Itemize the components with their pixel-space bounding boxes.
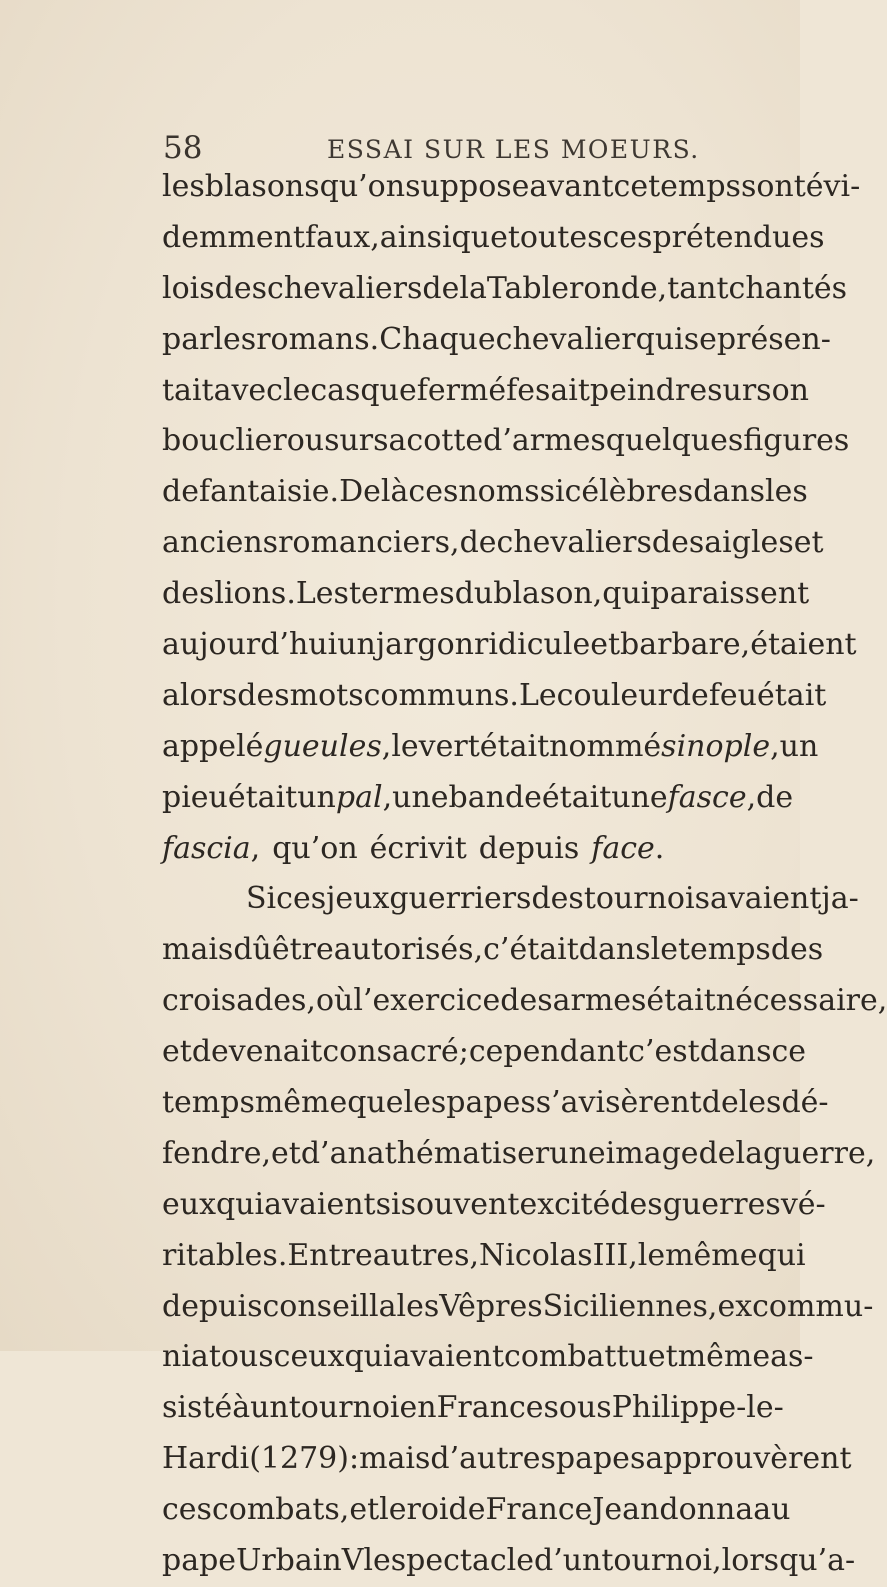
- word: de: [671, 677, 709, 713]
- word: là: [380, 474, 409, 510]
- word: ces: [162, 1492, 212, 1528]
- word: Philippe-le-: [611, 1390, 784, 1426]
- word: sur: [707, 372, 757, 408]
- word: suppose: [405, 169, 530, 204]
- word: pape: [162, 1543, 237, 1579]
- word: cependant: [468, 1034, 629, 1070]
- word: un: [250, 1390, 289, 1426]
- word: Entre: [287, 1237, 373, 1273]
- word: était: [757, 677, 827, 713]
- word: temps: [162, 1085, 255, 1121]
- word: avec: [213, 372, 283, 408]
- word: et: [271, 1135, 301, 1171]
- word: image: [605, 1135, 699, 1171]
- word: étaient: [750, 627, 857, 663]
- text-line: [162, 1231, 806, 1282]
- word: pieu: [162, 779, 228, 815]
- word: sous: [543, 1390, 612, 1426]
- word: Table: [486, 270, 569, 306]
- word: France: [436, 1390, 544, 1426]
- word: était: [227, 779, 298, 815]
- word: V: [341, 1543, 364, 1579]
- word: de: [756, 779, 794, 815]
- word: romans.: [256, 321, 380, 357]
- word: au: [753, 1492, 791, 1528]
- text-line: [162, 416, 850, 467]
- word: des: [531, 881, 584, 917]
- word: Si: [246, 881, 277, 917]
- word: lois: [162, 270, 215, 306]
- word: depuis: [478, 830, 580, 866]
- word: avaient: [264, 1186, 376, 1222]
- text-line: [162, 162, 861, 213]
- word: c’est: [628, 1034, 700, 1070]
- word: consacré;: [322, 1034, 469, 1070]
- word: Le: [518, 677, 557, 713]
- text-line: [162, 1129, 876, 1180]
- word: et: [590, 627, 621, 663]
- word: du: [454, 576, 494, 612]
- word: fesait: [506, 372, 590, 408]
- word: eux: [162, 1186, 216, 1222]
- word: ceux: [273, 1339, 345, 1375]
- word: écrivit: [369, 830, 467, 866]
- word: face.: [591, 830, 665, 866]
- word: dans: [693, 474, 766, 510]
- word: des: [500, 983, 553, 1019]
- word: Nicolas: [479, 1237, 593, 1273]
- word: ainsi: [379, 219, 452, 255]
- word: avant: [529, 169, 614, 204]
- word: conseilla: [262, 1288, 397, 1324]
- word: autres,: [372, 1237, 480, 1273]
- word: un: [297, 779, 336, 815]
- word: aigles: [704, 525, 794, 561]
- word: dans: [578, 932, 651, 968]
- word: qui: [344, 1339, 393, 1375]
- word: nécessaire,: [715, 983, 887, 1019]
- word: tournois: [583, 881, 710, 917]
- word: lorsqu’a-: [721, 1543, 856, 1579]
- word: des: [651, 525, 705, 561]
- word: ronde,: [568, 270, 668, 306]
- word: nia: [162, 1339, 209, 1375]
- word: chevaliers: [496, 525, 652, 561]
- word: vert: [418, 728, 480, 764]
- word: Jean: [592, 1492, 660, 1528]
- text-line: [162, 569, 810, 620]
- word: ces: [276, 881, 327, 917]
- word: barbare,: [620, 627, 751, 663]
- word: dû: [233, 932, 272, 968]
- word: gueules,: [263, 728, 392, 764]
- word: vé-: [780, 1186, 826, 1222]
- word: avaient: [392, 1339, 505, 1375]
- word: de: [422, 270, 460, 306]
- word: quelques: [605, 423, 744, 459]
- word: nommé: [549, 728, 662, 764]
- word: le: [650, 932, 678, 968]
- text-line: [162, 213, 825, 264]
- word: était: [479, 728, 550, 764]
- word: un: [337, 627, 376, 663]
- word: chantés: [728, 270, 848, 306]
- word: l’exercice: [353, 983, 501, 1019]
- word: France: [485, 1492, 593, 1528]
- word: d’armes: [483, 423, 606, 459]
- text-line: [162, 518, 824, 569]
- word: être: [271, 932, 334, 968]
- word: jargon: [375, 627, 474, 663]
- word: chevaliers: [267, 270, 423, 306]
- word: même: [254, 1085, 348, 1121]
- word: noms: [458, 474, 540, 510]
- word: (1279):: [249, 1441, 360, 1477]
- word: son: [756, 372, 809, 408]
- word: cotte: [406, 423, 484, 459]
- word: armes: [552, 983, 647, 1019]
- word: où: [315, 983, 354, 1019]
- word: spectacle: [390, 1543, 534, 1579]
- word: ja-: [821, 881, 859, 917]
- word: ou: [286, 423, 325, 459]
- text-line: [162, 874, 859, 925]
- word: des: [610, 1186, 663, 1222]
- word: mais: [359, 1441, 431, 1477]
- word: fermé: [416, 372, 507, 408]
- word: la: [459, 270, 487, 306]
- word: guerriers: [389, 881, 532, 917]
- word: sinople,: [661, 728, 780, 764]
- word: même: [665, 1237, 758, 1273]
- word: depuis: [162, 1288, 263, 1324]
- word: et: [647, 1339, 678, 1375]
- word: alors: [162, 677, 238, 713]
- text-line: [162, 824, 762, 875]
- word: même: [677, 1339, 771, 1375]
- text-line: [162, 315, 831, 366]
- text-line: [162, 1282, 874, 1333]
- word: papes: [555, 1441, 646, 1477]
- word: feu: [708, 677, 757, 713]
- word: Les: [295, 576, 349, 612]
- word: de: [448, 1492, 486, 1528]
- word: Chaque: [379, 321, 496, 357]
- text-line: [162, 773, 794, 824]
- word: avaient: [709, 881, 822, 917]
- word: si: [539, 474, 565, 510]
- word: casque: [310, 372, 417, 408]
- word: appelé: [162, 728, 264, 764]
- word: et: [349, 1492, 380, 1528]
- word: qui: [602, 576, 651, 612]
- word: devenait: [191, 1034, 323, 1070]
- word: d’anathématiser: [300, 1135, 550, 1171]
- word: De: [339, 474, 381, 510]
- word: temps: [677, 932, 771, 968]
- word: était: [541, 779, 612, 815]
- word: romanciers,: [278, 525, 460, 561]
- word: aujourd’hui: [162, 627, 338, 663]
- word: les: [213, 321, 257, 357]
- word: lions.: [214, 576, 296, 612]
- word: pal,: [335, 779, 393, 815]
- word: de: [701, 1085, 739, 1121]
- text-line: [162, 1434, 852, 1485]
- word: de: [459, 525, 497, 561]
- word: s’avisèrent: [535, 1085, 702, 1121]
- word: tournoi: [288, 1390, 400, 1426]
- word: paraissent: [650, 576, 810, 612]
- word: le: [637, 1237, 666, 1273]
- word: combats,: [211, 1492, 350, 1528]
- word: ces: [602, 219, 653, 255]
- text-line: [162, 366, 809, 417]
- word: les: [765, 474, 808, 510]
- word: de: [698, 1135, 736, 1171]
- word: tous: [208, 1339, 274, 1375]
- word: figures: [743, 423, 850, 459]
- word: et: [162, 1034, 192, 1070]
- word: bouclier: [162, 423, 287, 459]
- word: blasons: [204, 169, 320, 204]
- word: demment: [162, 219, 305, 255]
- word: dans: [699, 1034, 772, 1070]
- word: sont: [740, 169, 806, 204]
- word: d’un: [533, 1543, 602, 1579]
- word: qui: [216, 1186, 265, 1222]
- word: guerre,: [763, 1135, 876, 1171]
- word: combattu: [504, 1339, 648, 1375]
- word: communs.: [363, 677, 519, 713]
- word: une: [549, 1135, 606, 1171]
- word: sa: [373, 423, 407, 459]
- word: Urbain: [236, 1543, 342, 1579]
- word: qu’on: [319, 169, 406, 204]
- word: célèbres: [564, 474, 694, 510]
- word: mais: [162, 932, 234, 968]
- word: le: [391, 728, 419, 764]
- word: et: [793, 525, 824, 561]
- word: présen-: [716, 321, 831, 357]
- word: le: [363, 1543, 391, 1579]
- word: si: [375, 1186, 401, 1222]
- word: Hardi: [162, 1441, 250, 1477]
- text-line: [162, 976, 887, 1027]
- word: roi: [406, 1492, 449, 1528]
- word: de: [162, 474, 199, 510]
- text-line: [162, 1383, 784, 1434]
- word: d’autres: [430, 1441, 556, 1477]
- word: des: [237, 677, 290, 713]
- word: tait: [162, 372, 214, 408]
- text-line: [162, 1536, 856, 1587]
- word: en: [399, 1390, 437, 1426]
- word: tournoi,: [601, 1543, 722, 1579]
- word: qui: [635, 321, 684, 357]
- text-line: [162, 620, 857, 671]
- word: mots: [289, 677, 364, 713]
- word: une: [392, 779, 449, 815]
- word: la: [735, 1135, 764, 1171]
- word: les: [738, 1085, 782, 1121]
- word: peindre: [589, 372, 708, 408]
- word: ce: [771, 1034, 807, 1070]
- word: Vêpres: [439, 1288, 543, 1324]
- word: par: [162, 321, 214, 357]
- word: sisté: [162, 1390, 233, 1426]
- word: guerres: [662, 1186, 781, 1222]
- text-line: [162, 671, 827, 722]
- word: ridicule: [474, 627, 591, 663]
- word: dé-: [781, 1085, 829, 1121]
- text-line: [162, 722, 819, 773]
- word: fantaisie.: [198, 474, 340, 510]
- word: un: [779, 728, 819, 764]
- text-line: [162, 467, 808, 518]
- word: qui: [757, 1237, 806, 1273]
- word: que: [347, 1085, 404, 1121]
- text-line: [162, 1485, 791, 1536]
- word: fasce,: [667, 779, 757, 815]
- word: se: [683, 321, 717, 357]
- word: prétendues: [652, 219, 825, 255]
- word: le: [282, 372, 311, 408]
- word: papes: [446, 1085, 536, 1121]
- text-line: [162, 1027, 807, 1078]
- word: approuvèrent: [645, 1441, 852, 1477]
- word: ritables.: [162, 1237, 288, 1273]
- text-line: [162, 925, 824, 976]
- word: excité: [519, 1186, 611, 1222]
- word: fascia,: [162, 830, 261, 866]
- word: temps: [648, 169, 741, 204]
- word: autorisés,: [333, 932, 484, 968]
- word: ce: [613, 169, 649, 204]
- running-title: ESSAI SUR LES MOEURS.: [327, 135, 700, 164]
- word: tant: [667, 270, 729, 306]
- word: des: [770, 932, 824, 968]
- word: as-: [770, 1339, 814, 1375]
- word: évi-: [805, 169, 861, 204]
- word: excommu-: [717, 1288, 874, 1324]
- word: les: [162, 169, 205, 204]
- word: à: [232, 1390, 251, 1426]
- word: était: [646, 983, 716, 1019]
- word: le: [379, 1492, 407, 1528]
- word: sur: [324, 423, 374, 459]
- word: toutes: [507, 219, 603, 255]
- word: souvent: [400, 1186, 520, 1222]
- text-line: [162, 1078, 829, 1129]
- word: couleur: [556, 677, 672, 713]
- word: faux,: [304, 219, 380, 255]
- text-line: [162, 1180, 826, 1231]
- word: anciens: [162, 525, 279, 561]
- word: bande: [448, 779, 542, 815]
- text-line: [162, 264, 848, 315]
- word: Siciliennes,: [542, 1288, 718, 1324]
- word: une: [611, 779, 668, 815]
- word: les: [396, 1288, 440, 1324]
- page-number: 58: [163, 130, 203, 166]
- word: blason,: [493, 576, 603, 612]
- word: fendre,: [162, 1135, 272, 1171]
- word: des: [214, 270, 268, 306]
- word: ces: [408, 474, 459, 510]
- word: les: [403, 1085, 447, 1121]
- body-text: [162, 162, 887, 1587]
- word: III,: [592, 1237, 638, 1273]
- word: croisades,: [162, 983, 316, 1019]
- word: termes: [348, 576, 455, 612]
- word: jeux: [326, 881, 390, 917]
- word: c’était: [483, 932, 579, 968]
- text-line: [162, 1332, 814, 1383]
- word: donna: [659, 1492, 754, 1528]
- word: des: [162, 576, 215, 612]
- word: chevalier: [495, 321, 636, 357]
- word: que: [451, 219, 508, 255]
- word: qu’on: [272, 830, 358, 866]
